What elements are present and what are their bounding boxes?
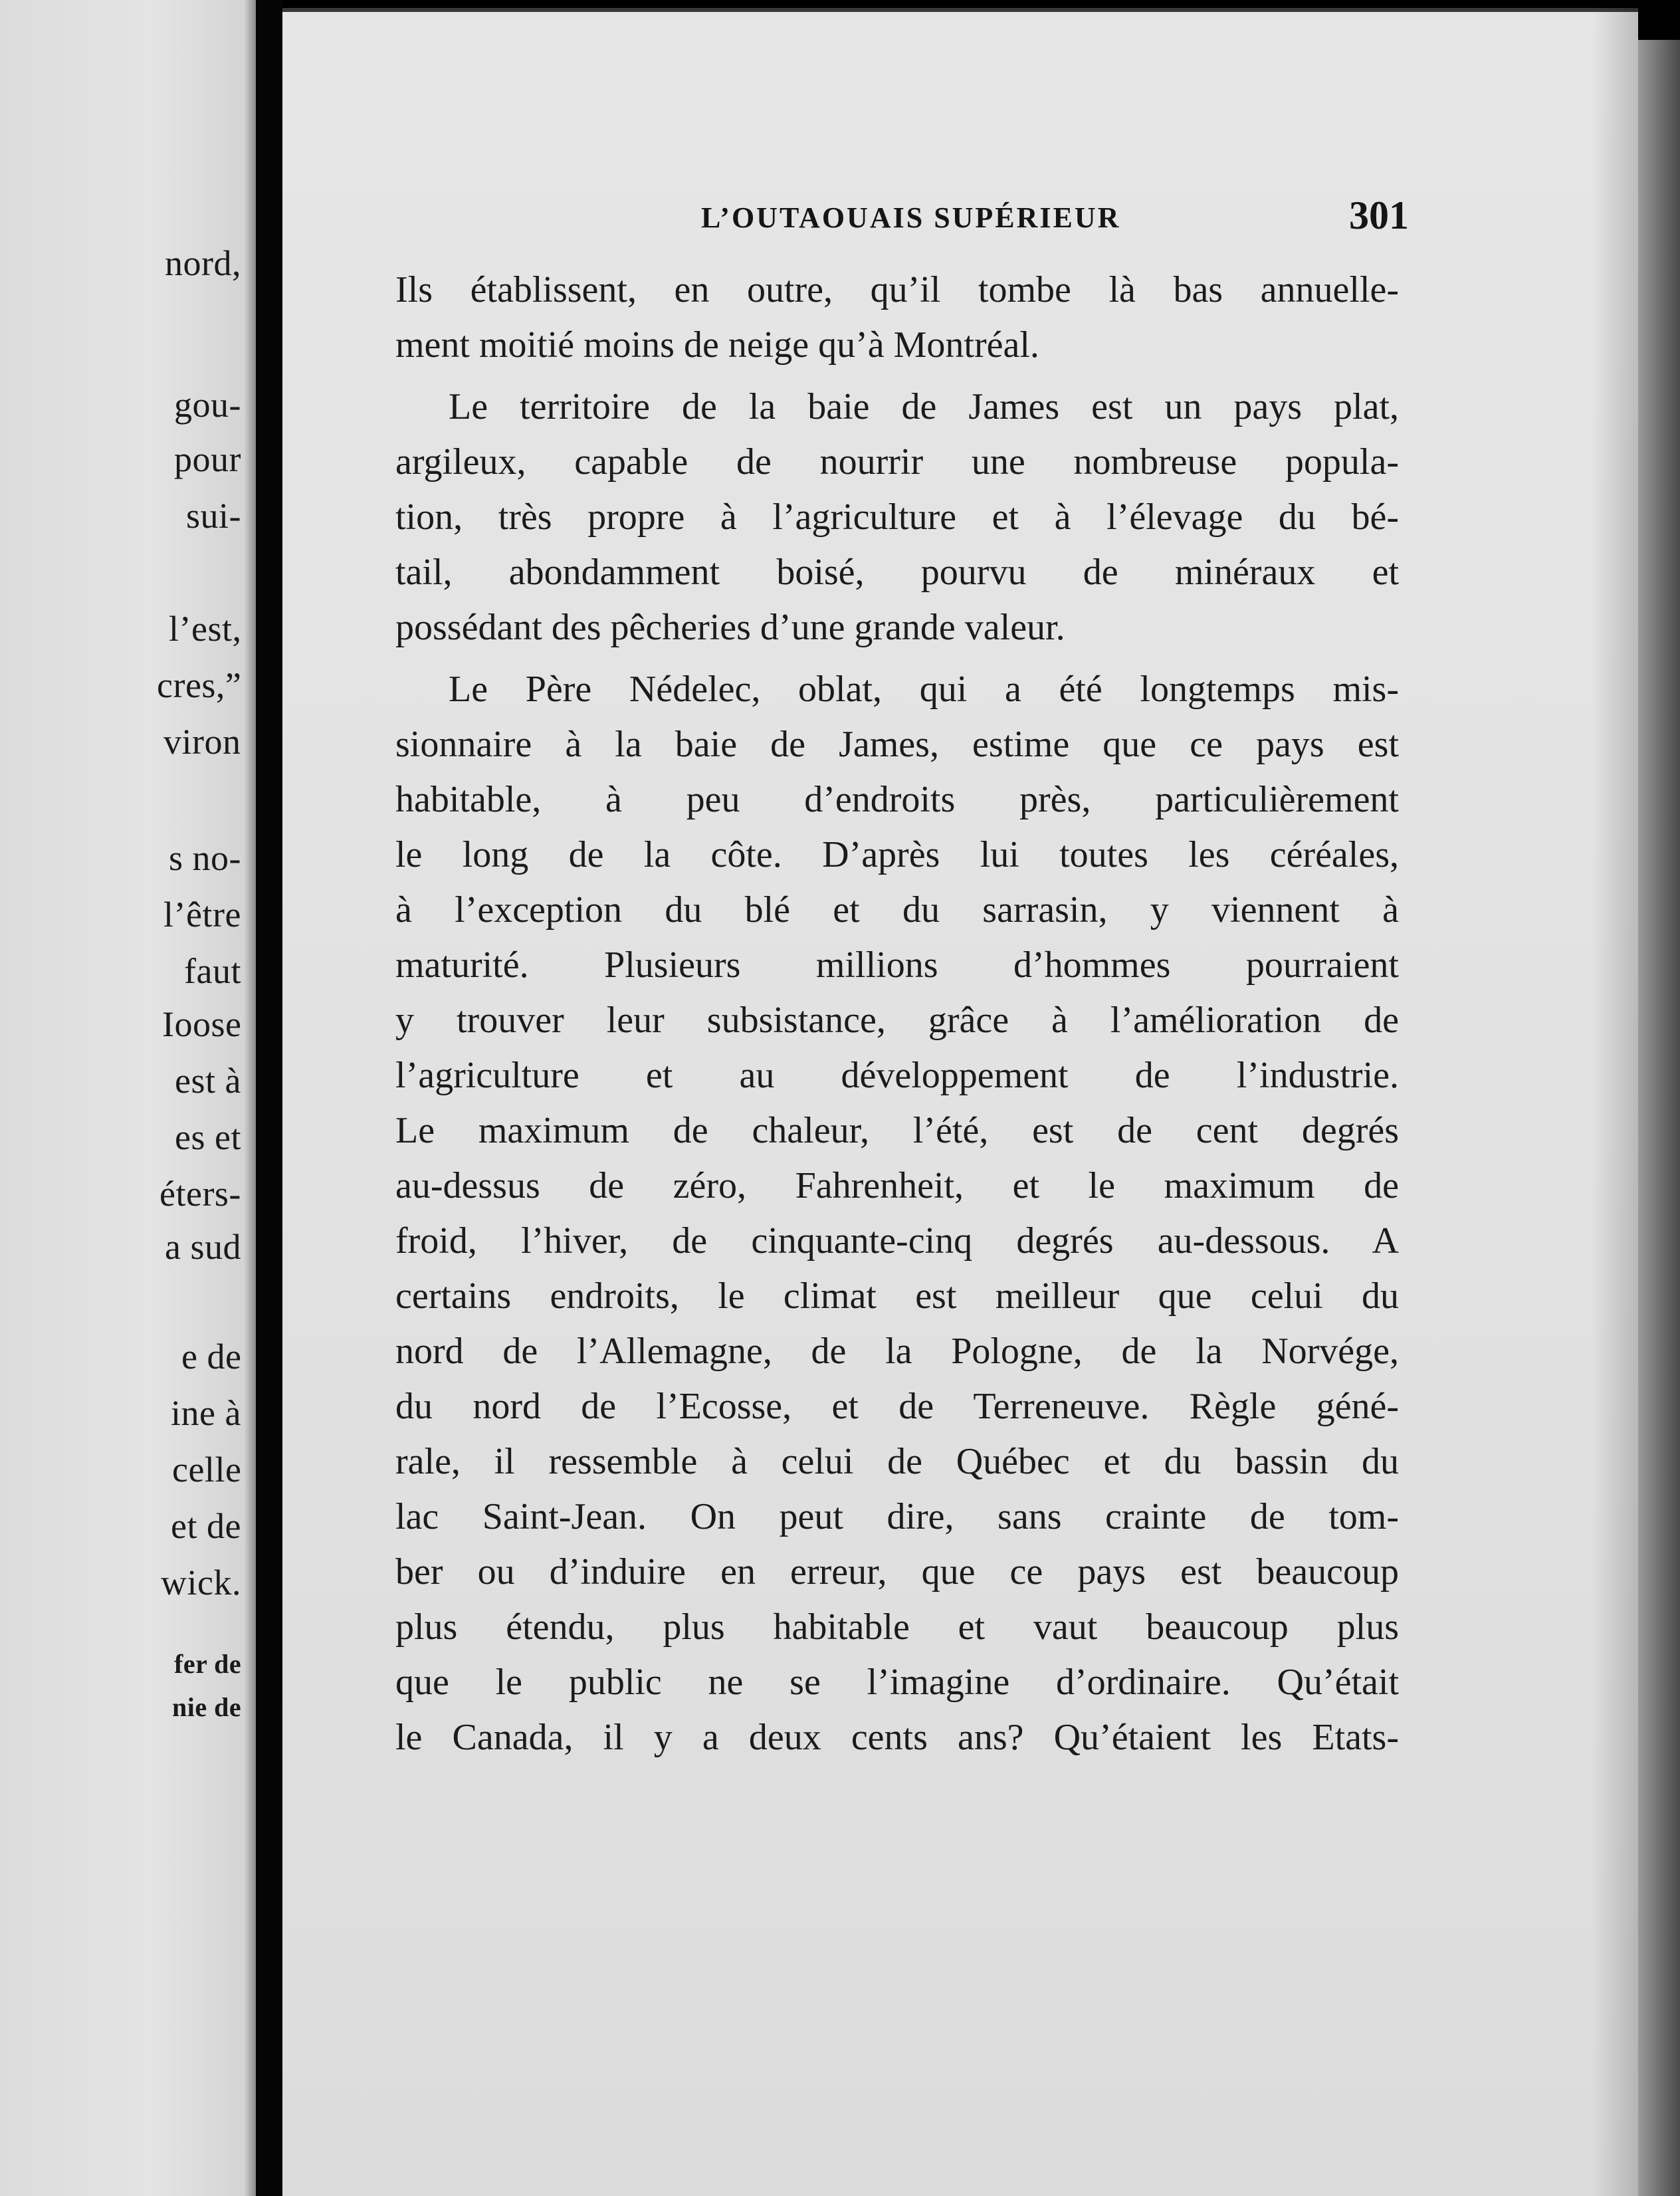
left-page-footnote-fragment: fer de [174,1649,242,1679]
text-line: plus étendu, plus habitable et vaut beaucoup plus [395,1606,1399,1648]
text-line: certains endroits, le climat est meilleur que celui du [395,1275,1399,1317]
text-line: que le public ne se l’imagine d’ordinaire. Qu’était [395,1662,1399,1703]
text-line: sionnaire à la baie de James, estime que ce pays est [395,724,1399,765]
text-line: Le maximum de chaleur, l’été, est de cent degrés [395,1110,1399,1151]
left-page-fragment: et de [171,1506,241,1546]
text-line: à l’exception du blé et du sarrasin, y viennent à [395,889,1399,931]
left-page-fragment: s no- [169,838,241,878]
text-line: habitable, à peu d’endroits près, particulièrement [395,779,1399,820]
text-line: maturité. Plusieurs millions d’hommes pourraient [395,944,1399,986]
left-page-fragment: gou- [174,385,241,425]
text-line: du nord de l’Ecosse, et de Terreneuve. Règle géné- [395,1386,1399,1427]
text-line: lac Saint-Jean. On peut dire, sans crainte de tom- [395,1496,1399,1537]
text-line: Ils établissent, en outre, qu’il tombe là bas annuelle- [395,269,1399,310]
left-page-fragment: faut [184,951,241,991]
text-line: l’agriculture et au développement de l’industrie. [395,1055,1399,1096]
text-line: le Canada, il y a deux cents ans? Qu’étaient les Etats- [395,1717,1399,1758]
gutter-shadow [244,0,256,2196]
left-page-fragment: sui- [186,496,241,536]
page-number: 301 [1349,193,1409,237]
text-line: tion, très propre à l’agriculture et à l’élevage du bé- [395,496,1399,538]
page-divider [256,0,282,2196]
running-header [409,193,1409,253]
text-line: argileux, capable de nourrir une nombreuse popula- [395,441,1399,483]
left-page-fragment: pour [174,439,241,479]
left-facing-page [0,0,256,2196]
paragraph [395,263,1399,373]
left-page-fragment: cres,” [157,665,242,705]
left-page-fragment: viron [163,722,241,762]
text-line: ber ou d’induire en erreur, que ce pays est beaucoup [395,1551,1399,1592]
text-line: au-dessus de zéro, Fahrenheit, et le maximum de [395,1165,1399,1206]
left-page-fragment: e de [181,1337,242,1376]
text-line: froid, l’hiver, de cinquante-cinq degrés au-dessous. A [395,1220,1399,1262]
left-page-fragment: wick. [161,1563,241,1602]
text-line: y trouver leur subsistance, grâce à l’amélioration de [395,1000,1399,1041]
text-line: ment moitié moins de neige qu’à Montréal. [395,324,1039,366]
left-page-fragment: est à [175,1061,241,1101]
left-page-fragment: a sud [165,1227,241,1267]
running-title: L’OUTAOUAIS SUPÉRIEUR [701,201,1121,234]
text-line: Le Père Nédelec, oblat, qui a été longtemps mis- [449,669,1399,710]
text-line: possédant des pêcheries d’une grande valeur. [395,607,1065,648]
left-page-fragment: l’est, [169,609,242,649]
left-page-fragment: éters- [159,1174,241,1214]
paragraph [395,380,1399,655]
text-line: tail, abondamment boisé, pourvu de minéraux et [395,552,1399,593]
left-page-fragment: es et [175,1117,241,1157]
text-line: le long de la côte. D’après lui toutes les céréales, [395,834,1399,875]
body-text [395,263,1399,1772]
text-line: rale, il ressemble à celui de Québec et du bassin du [395,1441,1399,1482]
left-page-fragment: ine à [171,1393,241,1433]
text-line: nord de l’Allemagne, de la Pologne, de la Norvége, [395,1331,1399,1372]
stacked-page-edges [1638,40,1680,2196]
left-page-fragment: l’être [163,895,241,934]
left-page-footnote-fragment: nie de [172,1692,242,1722]
paragraph [395,662,1399,1765]
page-edge-shade [1592,8,1638,2196]
text-line: Le territoire de la baie de James est un pays plat, [449,386,1399,427]
left-page-fragment: Ioose [162,1004,242,1044]
page-top-edge [282,8,1638,12]
left-page-fragment: celle [172,1450,242,1489]
left-page-fragment: nord, [165,243,241,283]
